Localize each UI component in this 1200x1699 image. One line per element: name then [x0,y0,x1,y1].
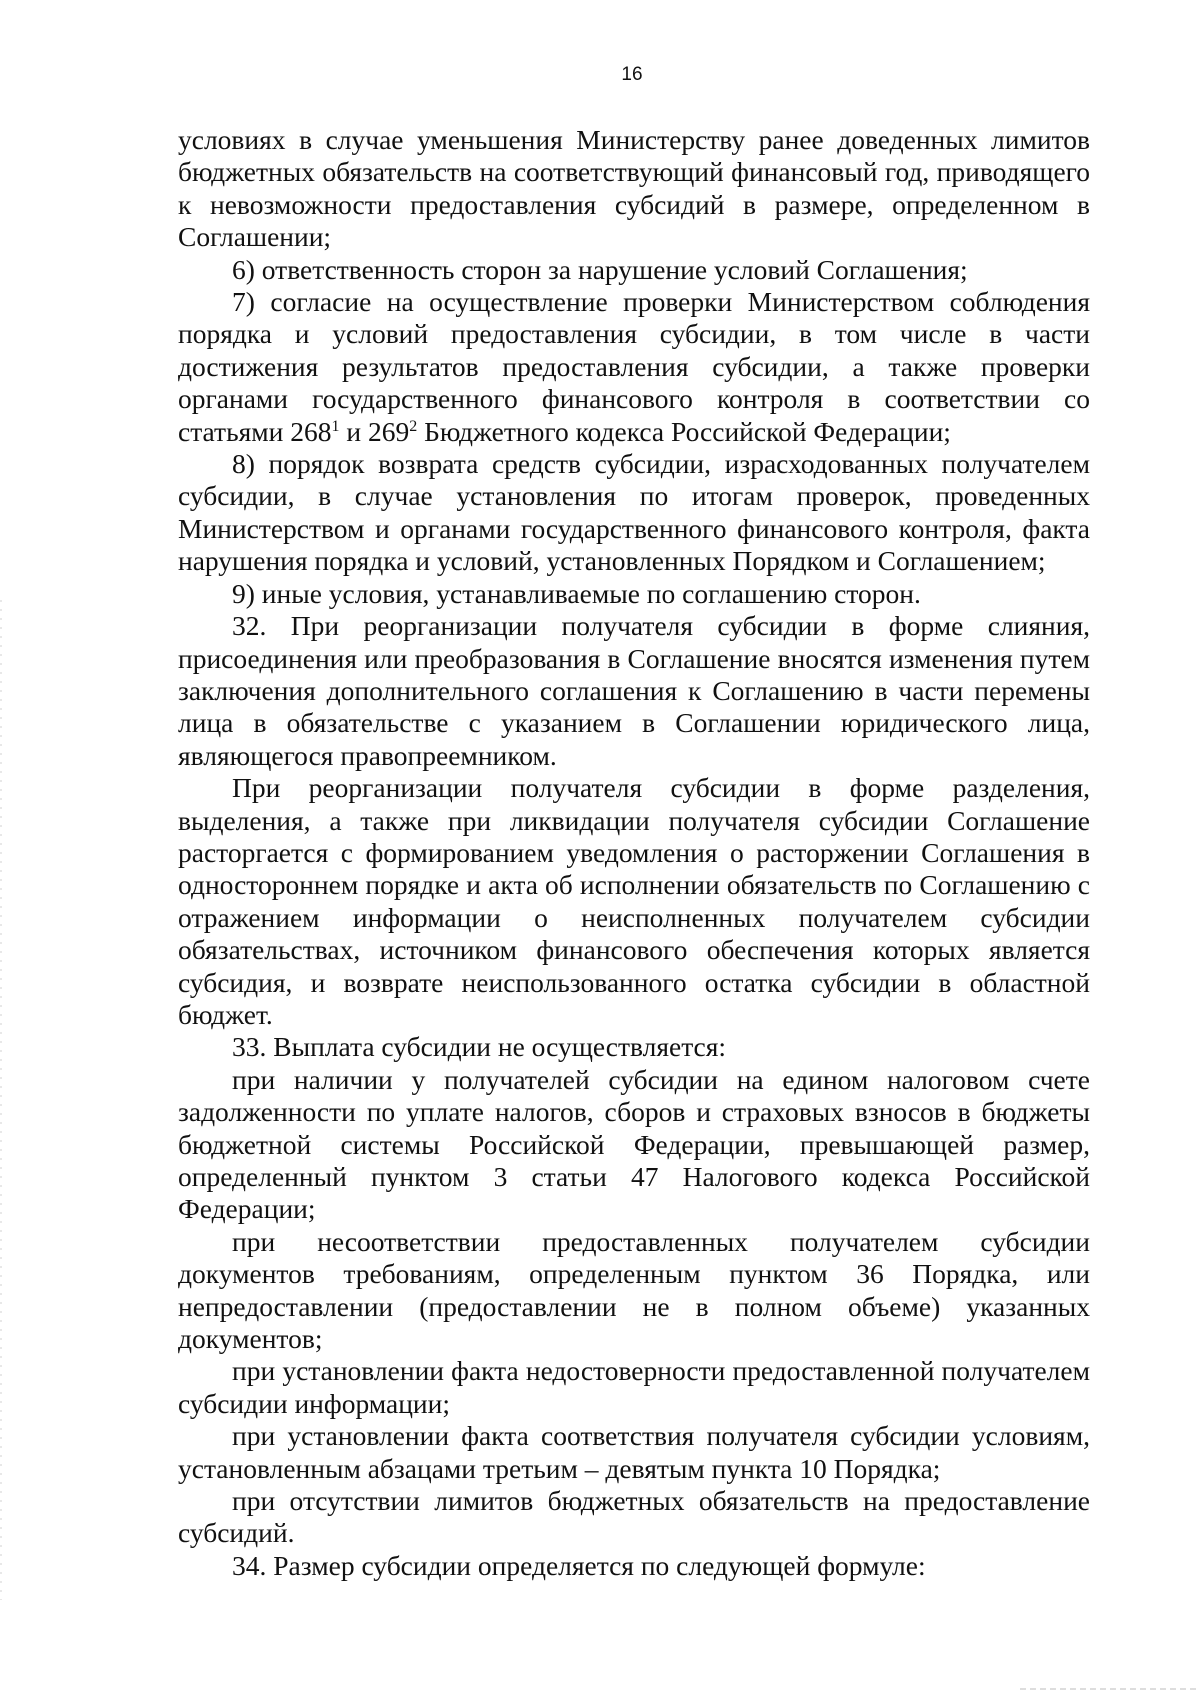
paragraph: при наличии у получателей субсидии на едином налоговом счете задолженности по уплате налогов, сборов и страховых взносов в бюджеты бюджетной системы Российской Федерации, превышающей размер, определенный пунктом 3 статьи 47 Налогового кодекса Российской Федерации; [178,1063,1090,1225]
paragraph: 6) ответственность сторон за нарушение условий Соглашения; [232,253,968,285]
paragraph: при установлении факта соответствия получателя субсидии условиям, установленным абзацами третьим – девятым пункта 10 Порядка; [178,1420,1090,1484]
document-body [178,124,1090,1582]
superscript: 2 [409,417,418,435]
paragraph: При реорганизации получателя субсидии в форме разделения, выделения, а также при ликвидации получателя субсидии Соглашение расторгается с формированием уведомления о расторжении Соглашения в одностороннем порядке и акта об исполнении обязательств по Соглашению с отражением информации о неисполненных получателем субсидии обязательствах, источником финансового обеспечения которых является субсидия, и возврате неиспользованного остатка субсидии в областной бюджет. [178,772,1090,1030]
superscript: 1 [331,417,340,435]
paragraph: условиях в случае уменьшения Министерству ранее доведенных лимитов бюджетных обязательств на соответствующий финансовый год, приводящего к невозможности предоставления субсидий в размере, определенном в Соглашении; [178,124,1090,253]
paragraph-text: 7) согласие на осуществление проверки Министерством соблюдения порядка и условий предоставления субсидии, в том числе в части достижения результатов предоставления субсидии, а также проверки органами государственного финансового контроля в соответствии со статьями 268 [178,286,1090,447]
paragraph: при отсутствии лимитов бюджетных обязательств на предоставление субсидий. [178,1485,1090,1549]
page-number: 16 [621,64,643,85]
paragraph: 8) порядок возврата средств субсидии, израсходованных получателем субсидии, в случае установления по итогам проверок, проведенных Министерством и органами государственного финансового контроля, факта нарушения порядка и условий, установленных Порядком и Соглашением; [178,448,1090,577]
paragraph-text: и 269 [339,415,410,447]
paragraph: 9) иные условия, устанавливаемые по соглашению сторон. [232,577,921,609]
paragraph: 34. Размер субсидии определяется по следующей формуле: [232,1549,926,1581]
paragraph [178,286,1090,448]
scan-edge-mark [0,600,2,1600]
paragraph: 32. При реорганизации получателя субсидии в форме слияния, присоединения или преобразования в Соглашение вносятся изменения путем заключения дополнительного соглашения к Соглашению в части перемены лица в обязательстве с указанием в Соглашении юридического лица, являющегося правопреемником. [178,610,1090,771]
paragraph: при установлении факта недостоверности предоставленной получателем субсидии информации; [178,1355,1090,1419]
scan-edge-mark [1020,1688,1200,1690]
paragraph-text: Бюджетного кодекса Российской Федерации; [417,415,951,447]
paragraph: 33. Выплата субсидии не осуществляется: [232,1031,727,1063]
paragraph: при несоответствии предоставленных получателем субсидии документов требованиям, определенным пунктом 36 Порядка, или непредоставлении (предоставлении не в полном объеме) указанных документов; [178,1225,1090,1355]
